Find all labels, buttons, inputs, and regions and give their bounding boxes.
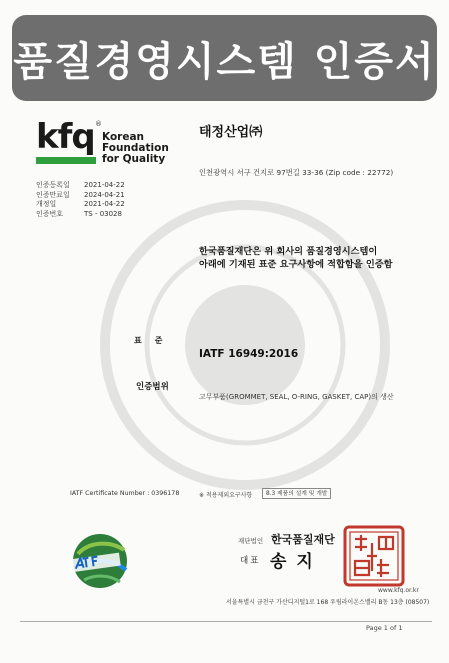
meta-row <box>36 200 125 210</box>
registered-mark: ® <box>95 120 102 128</box>
signatory-title: 대표 <box>240 556 261 566</box>
meta-row <box>36 181 125 191</box>
title-banner <box>12 15 437 101</box>
logo-text-line: for Quality <box>102 153 166 165</box>
signatory-org-prefix: 재단법인 <box>238 537 264 545</box>
page-number: Page 1 of 1 <box>366 624 403 632</box>
meta-value: 2024-04-21 <box>84 190 125 199</box>
footer-divider <box>20 621 432 622</box>
logo-text-line: Foundation <box>102 142 169 154</box>
logo-text-line: Korean <box>102 131 145 143</box>
statement-line: 한국품질재단은 위 회사의 품질경영시스템이 <box>199 246 378 257</box>
meta-value: 2021-04-22 <box>84 181 125 189</box>
standard-label: 표준 <box>134 336 176 345</box>
meta-row <box>36 210 125 220</box>
kfq-logo <box>36 117 176 168</box>
meta-label: 인증만료일 <box>36 190 70 199</box>
logo-green-bar <box>36 157 96 164</box>
certificate-dates <box>36 181 125 219</box>
meta-label: 인증번호 <box>36 209 64 218</box>
company-name: 태정산업㈜ <box>199 125 263 140</box>
logo-mark: kfq <box>36 117 95 157</box>
official-seal-stamp <box>343 525 405 587</box>
meta-value: 2021-04-22 <box>84 200 125 208</box>
scope-label: 인증범위 <box>136 382 169 392</box>
signatory-name: 송지 <box>270 552 323 572</box>
certificate-title: 품질경영시스템 인증서 <box>13 37 436 85</box>
website-url: www.kfq.or.kr <box>378 587 419 594</box>
statement-line: 아래에 기재된 표준 요구사항에 적합함을 인증함 <box>199 258 393 270</box>
signatory-org-name: 한국품질재단 <box>271 533 335 546</box>
iatf-certificate-number: IATF Certificate Number : 0396178 <box>70 490 180 497</box>
meta-row <box>36 191 125 201</box>
company-address: 인천광역시 서구 건지로 97번길 33-36 (Zip code : 22772) <box>199 168 394 177</box>
standard-value: IATF 16949:2016 <box>199 348 299 360</box>
certification-statement <box>199 246 393 271</box>
iatf-globe-logo <box>62 528 132 594</box>
exclusion-note: ※ 적용제외요구사항 <box>199 492 253 499</box>
footer-address: 서울특별시 금천구 가산디지털1로 168 우림라이온스밸리 B동 13층 (08507) <box>226 599 430 606</box>
exclusion-box: 8.3 제품의 설계 및 개발 <box>262 488 331 499</box>
meta-value: TS - 03028 <box>84 209 122 218</box>
meta-label: 개정일 <box>36 200 57 208</box>
scope-value: 고무부품(GROMMET, SEAL, O-RING, GASKET, CAP)의 생산 <box>199 393 394 401</box>
meta-label: 인증등록일 <box>36 181 70 189</box>
